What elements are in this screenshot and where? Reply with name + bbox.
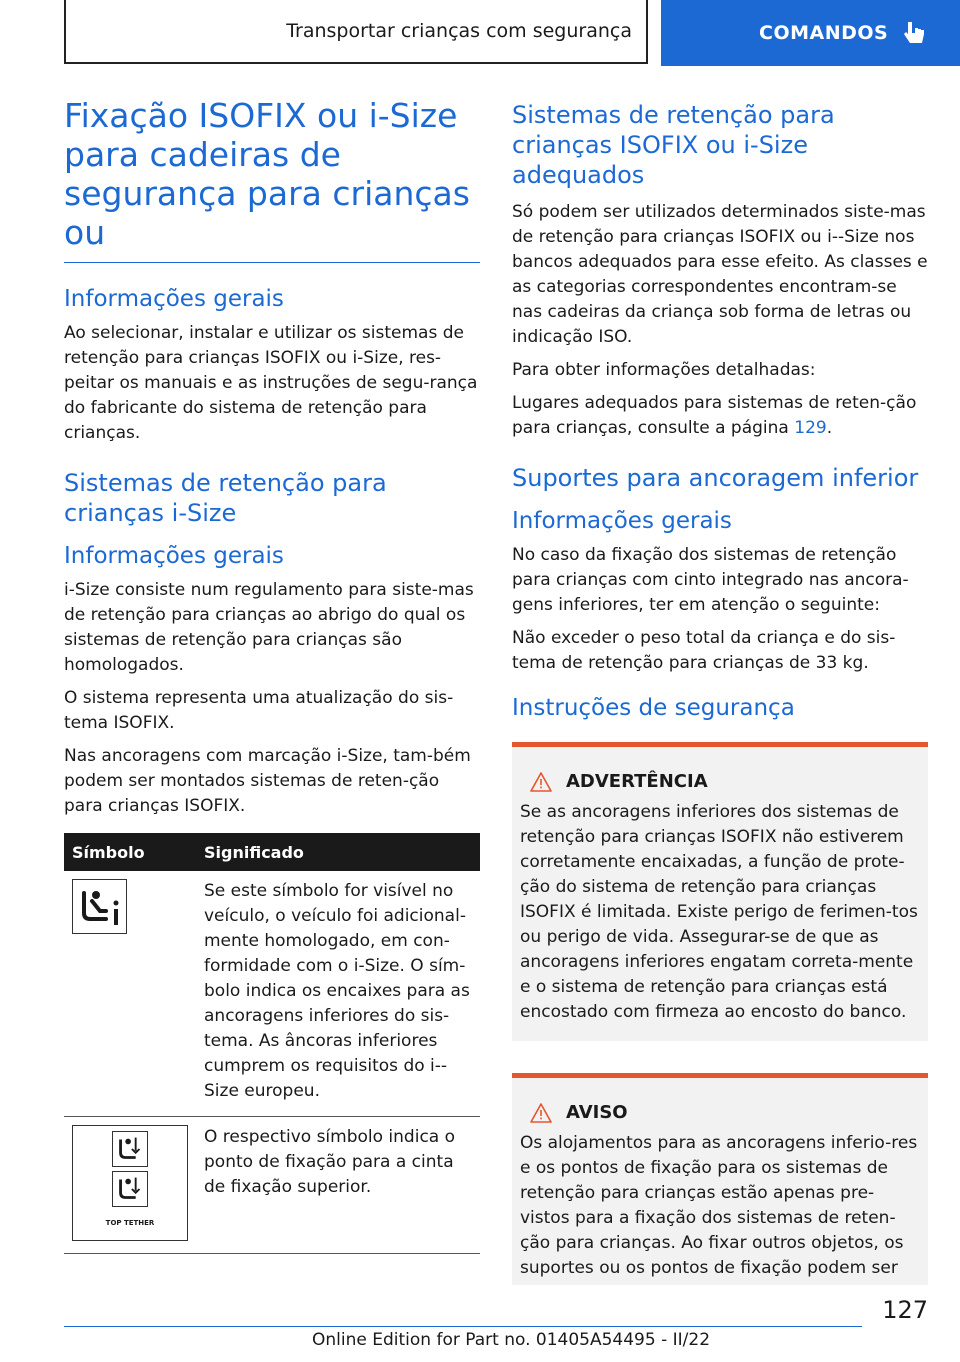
suitable-systems-text-1: Só podem ser utilizados determinados siste-mas de retenção para crianças ISOFIX ou i--Size nos bancos adequados para esse efeito. As classes e as categorias correspondentes encontram-se nas cadeiras da criança sob forma de letras ou indicação ISO. [512, 202, 928, 347]
table-row [64, 871, 480, 1117]
general-info-text: Ao selecionar, instalar e utilizar os sistemas de retenção para crianças ISOFIX ou i-Size, res-peitar os manuais e as instruções de segu-rança do fabricante do sistema de retenção para crianças. [64, 323, 478, 443]
notice-text: Os alojamentos para as ancoragens inferio-res e os pontos de fixação para os sistemas de retenção para crianças estão apenas pre-vistos para a fixação dos sistemas de reten-ção para crianças. Ao fixar outros objetos, os suportes ou os pontos de fixação podem ser [520, 1133, 918, 1278]
general-info-heading: Informações gerais [64, 286, 284, 312]
right-column [512, 96, 928, 1285]
isize-general-heading: Informações gerais [64, 543, 284, 569]
chapter-title: Transportar crianças com segurança [64, 0, 648, 64]
warning-text: Se as ancoragens inferiores dos sistemas de retenção para crianças ISOFIX não estiverem corretamente encaixadas, a função de prote-ção do sistema de retenção para crianças ISOFIX é limitada. Existe perigo de ferimen-tos ou perigo de vida. Assegurar-se de que as ancoragens inferiores engatam correta-mente e o sistema de retenção para crianças está encostado com firmeza ao encosto do banco. [520, 802, 918, 1022]
warning-triangle-icon [530, 772, 552, 792]
page-header [64, 0, 960, 66]
page-reference-link[interactable]: 129 [794, 418, 827, 438]
isize-text-3: Nas ancoragens com marcação i-Size, tam-bém podem ser montados sistemas de reten-ção para crianças ISOFIX. [64, 746, 471, 816]
safety-instructions-heading: Instruções de segurança [512, 695, 795, 721]
meaning-column-header: Significado [196, 833, 480, 871]
table-row [64, 1117, 480, 1254]
meaning-cell: O respectivo símbolo indica o ponto de fixação para a cinta de fixação superior. [196, 1117, 480, 1254]
warning-triangle-icon [530, 1103, 552, 1123]
isofix-title: Fixação ISOFIX ou i-Size para cadeiras de segurança para crianças ou [64, 96, 470, 252]
symbol-column-header: Símbolo [64, 833, 196, 871]
left-column [64, 96, 480, 1254]
notice-box [512, 1073, 928, 1285]
lower-anchor-text-1: No caso da fixação dos sistemas de retenção para crianças com cinto integrado nas ancora-gens inferiores, ter em atenção o seguinte: [512, 545, 909, 615]
top-tether-icon [72, 1125, 188, 1241]
notice-label: AVISO [566, 1102, 628, 1123]
pointing-hand-icon [902, 20, 928, 46]
section-tab-label: COMANDOS [759, 22, 889, 44]
warning-label: ADVERTÊNCIA [566, 771, 708, 792]
warning-box [512, 742, 928, 1041]
isize-text-1: i-Size consiste num regulamento para siste-mas de retenção para crianças ao abrigo do qual os sistemas de retenção para crianças são homologados. [64, 580, 474, 675]
top-tether-caption: TOP TETHER [105, 1218, 155, 1227]
suitable-systems-text-3: Lugares adequados para sistemas de reten-ção para crianças, consulte a página 129. [512, 393, 917, 438]
section-tab[interactable] [661, 0, 960, 66]
suitable-systems-text-2: Para obter informações detalhadas: [512, 360, 816, 380]
isize-seat-icon [72, 879, 127, 934]
isize-text-2: O sistema representa uma atualização do sis-tema ISOFIX. [64, 688, 454, 733]
page-number: 127 [882, 1296, 928, 1324]
suitable-systems-heading: Sistemas de retenção para crianças ISOFIX ou i-Size adequados [512, 101, 835, 189]
meaning-cell: Se este símbolo for visível no veículo, o veículo foi adicional-mente homologado, em con-formidade com o i-Size. O sím-bolo indica os encaixes para as ancoragens inferiores do sis-tema. As âncoras inferiores cumprem os requisitos do i--Size europeu. [196, 871, 480, 1117]
lower-anchor-text-2: Não exceder o peso total da criança e do sis-tema de retenção para crianças de 33 kg. [512, 628, 896, 673]
edition-note: Online Edition for Part no. 01405A54495 - II/22 [312, 1330, 711, 1350]
footer-divider [64, 1326, 862, 1327]
isize-heading: Sistemas de retenção para crianças i-Size [64, 469, 387, 527]
symbol-table [64, 833, 480, 1254]
lower-anchor-heading: Suportes para ancoragem inferior [512, 464, 919, 492]
lower-anchor-general-heading: Informações gerais [512, 508, 732, 534]
title-divider [64, 262, 480, 263]
